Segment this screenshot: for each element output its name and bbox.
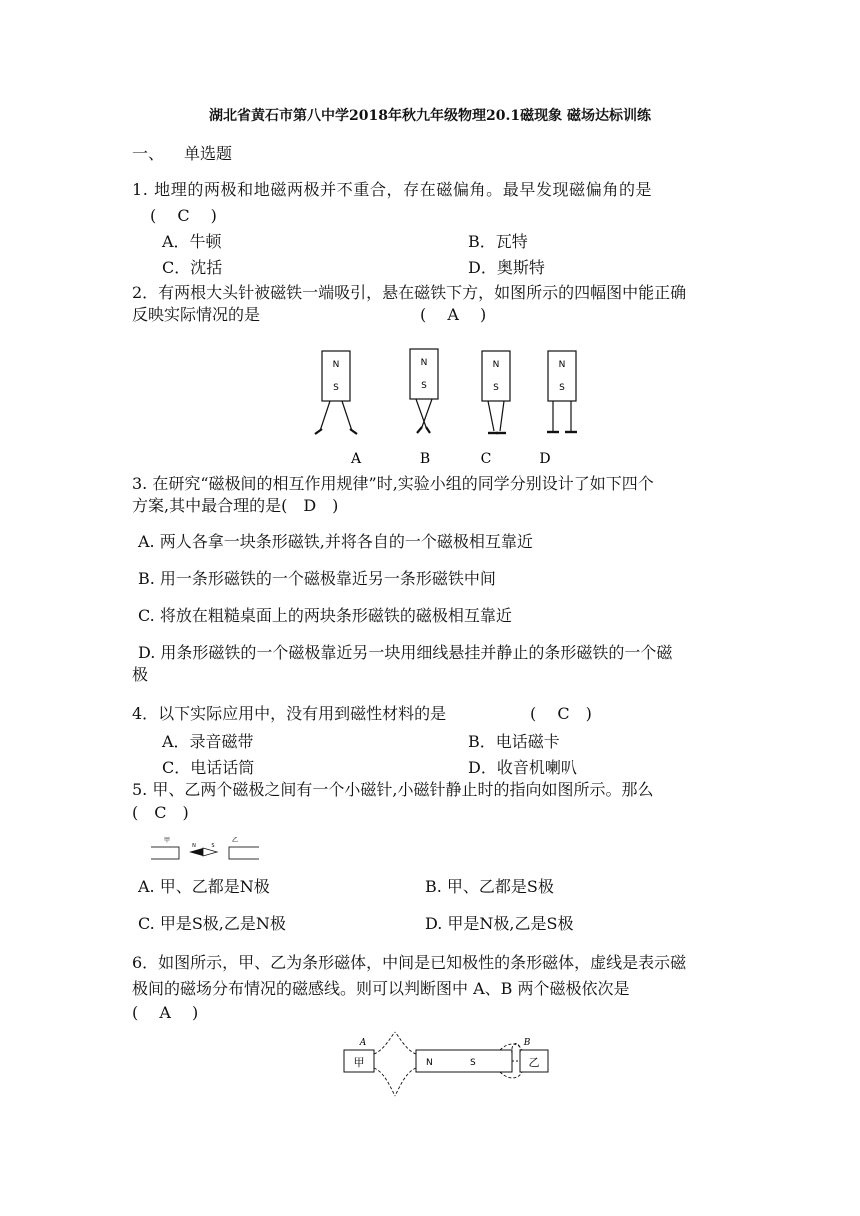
q1-answer: ( C ) <box>150 206 217 225</box>
page-title: 湖北省黄石市第八中学2018年秋九年级物理20.1磁现象 磁场达标训练 <box>209 108 651 124</box>
q1-option-a: A．牛顿 <box>162 232 222 251</box>
q2-magnet-c-n: N <box>492 360 500 370</box>
q2-figure <box>310 345 600 470</box>
q6-answer: ( A ) <box>132 1003 199 1022</box>
q4-option-c: C．电话话筒 <box>162 758 255 777</box>
q5-option-b: B. 甲、乙都是S极 <box>425 877 554 896</box>
q4-answer: ( C ) <box>530 704 592 723</box>
q2-magnet-c <box>482 351 510 433</box>
q2-stem-line2: 反映实际情况的是 <box>132 305 261 324</box>
q3-option-c: C. 将放在粗糙桌面上的两块条形磁铁的磁极相互靠近 <box>138 606 512 625</box>
q5-fig-jia: 甲 <box>163 837 171 844</box>
q2-figure-svg <box>310 345 600 470</box>
q3-option-d-cont: 极 <box>132 665 149 684</box>
q1-option-b: B．瓦特 <box>468 232 528 251</box>
q2-label-d: D <box>539 451 551 467</box>
q5-fig-s: S <box>211 843 215 849</box>
q4-option-b: B．电话磁卡 <box>468 732 560 751</box>
q3-option-a: A. 两人各拿一块条形磁铁,并将各自的一个磁极相互靠近 <box>138 532 533 551</box>
q6-fig-n: N <box>426 1058 433 1068</box>
q3-option-d: D. 用条形磁铁的一个磁极靠近另一块用细线悬挂并静止的条形磁铁的一个磁 <box>138 643 673 662</box>
q5-option-d: D. 甲是N极,乙是S极 <box>425 914 574 933</box>
q5-needle-light <box>203 848 217 856</box>
q3-stem-line2: 方案,其中最合理的是( D ) <box>132 496 339 515</box>
q5-figure-svg <box>145 834 265 864</box>
q2-magnet-b-n: N <box>420 358 428 368</box>
q6-fig-a: A <box>359 1038 367 1048</box>
q5-answer: ( C ) <box>132 803 189 822</box>
q2-magnet-b <box>410 349 438 433</box>
q6-figure-svg <box>340 1030 555 1102</box>
section-name: 单选题 <box>184 144 233 163</box>
q6-stem-line1: 6．如图所示，甲、乙为条形磁体，中间是已知极性的条形磁体，虚线是表示磁 <box>132 953 687 972</box>
q6-figure <box>340 1030 555 1102</box>
q5-figure <box>145 834 265 864</box>
q6-fig-jia: 甲 <box>353 1056 365 1069</box>
q1-stem: 1. 地理的两极和地磁两极并不重合，存在磁偏角。最早发现磁偏角的是 <box>132 180 653 199</box>
q5-option-a: A. 甲、乙都是N极 <box>138 877 270 896</box>
q6-fig-s: S <box>470 1058 476 1068</box>
q2-magnet-a <box>315 351 357 434</box>
q4-stem: 4．以下实际应用中，没有用到磁性材料的是 <box>132 704 447 723</box>
q6-stem-line2: 极间的磁场分布情况的磁感线。则可以判断图中 A、B 两个磁极依次是 <box>132 979 630 998</box>
q2-answer: ( A ) <box>420 305 487 324</box>
q2-magnet-d-s: S <box>559 383 565 393</box>
q2-label-a: A <box>350 451 362 467</box>
q6-fig-yi: 乙 <box>528 1056 540 1069</box>
q2-stem-line1: 2．有两根大头针被磁铁一端吸引，悬在磁铁下方，如图所示的四幅图中能正确 <box>132 283 687 302</box>
q3-option-b: B. 用一条形磁铁的一个磁极靠近另一条形磁铁中间 <box>138 569 496 588</box>
q4-option-d: D．收音机喇叭 <box>468 758 577 777</box>
q5-stem: 5. 甲、乙两个磁极之间有一个小磁针,小磁针静止时的指向如图所示。那么 <box>132 780 654 799</box>
q5-fig-n: N <box>192 843 196 849</box>
section-number: 一、 <box>132 144 165 163</box>
q5-needle-dark <box>189 848 203 856</box>
q5-option-c: C. 甲是S极,乙是N极 <box>138 914 286 933</box>
q2-magnet-d-n: N <box>558 360 566 370</box>
q2-magnet-a-s: S <box>333 383 339 393</box>
q1-option-d: D．奥斯特 <box>468 258 545 277</box>
q2-magnet-d <box>547 351 577 432</box>
q2-magnet-a-n: N <box>332 360 340 370</box>
q5-fig-yi: 乙 <box>231 837 239 844</box>
q2-label-b: B <box>419 451 431 467</box>
q2-magnet-c-s: S <box>493 383 499 393</box>
q2-label-c: C <box>480 451 492 467</box>
q6-fig-b: B <box>523 1038 531 1048</box>
q2-magnet-b-s: S <box>421 381 427 391</box>
q1-option-c: C．沈括 <box>162 258 223 277</box>
q4-option-a: A．录音磁带 <box>162 732 254 751</box>
q3-stem-line1: 3. 在研究“磁极间的相互作用规律”时,实验小组的同学分别设计了如下四个 <box>132 474 654 493</box>
